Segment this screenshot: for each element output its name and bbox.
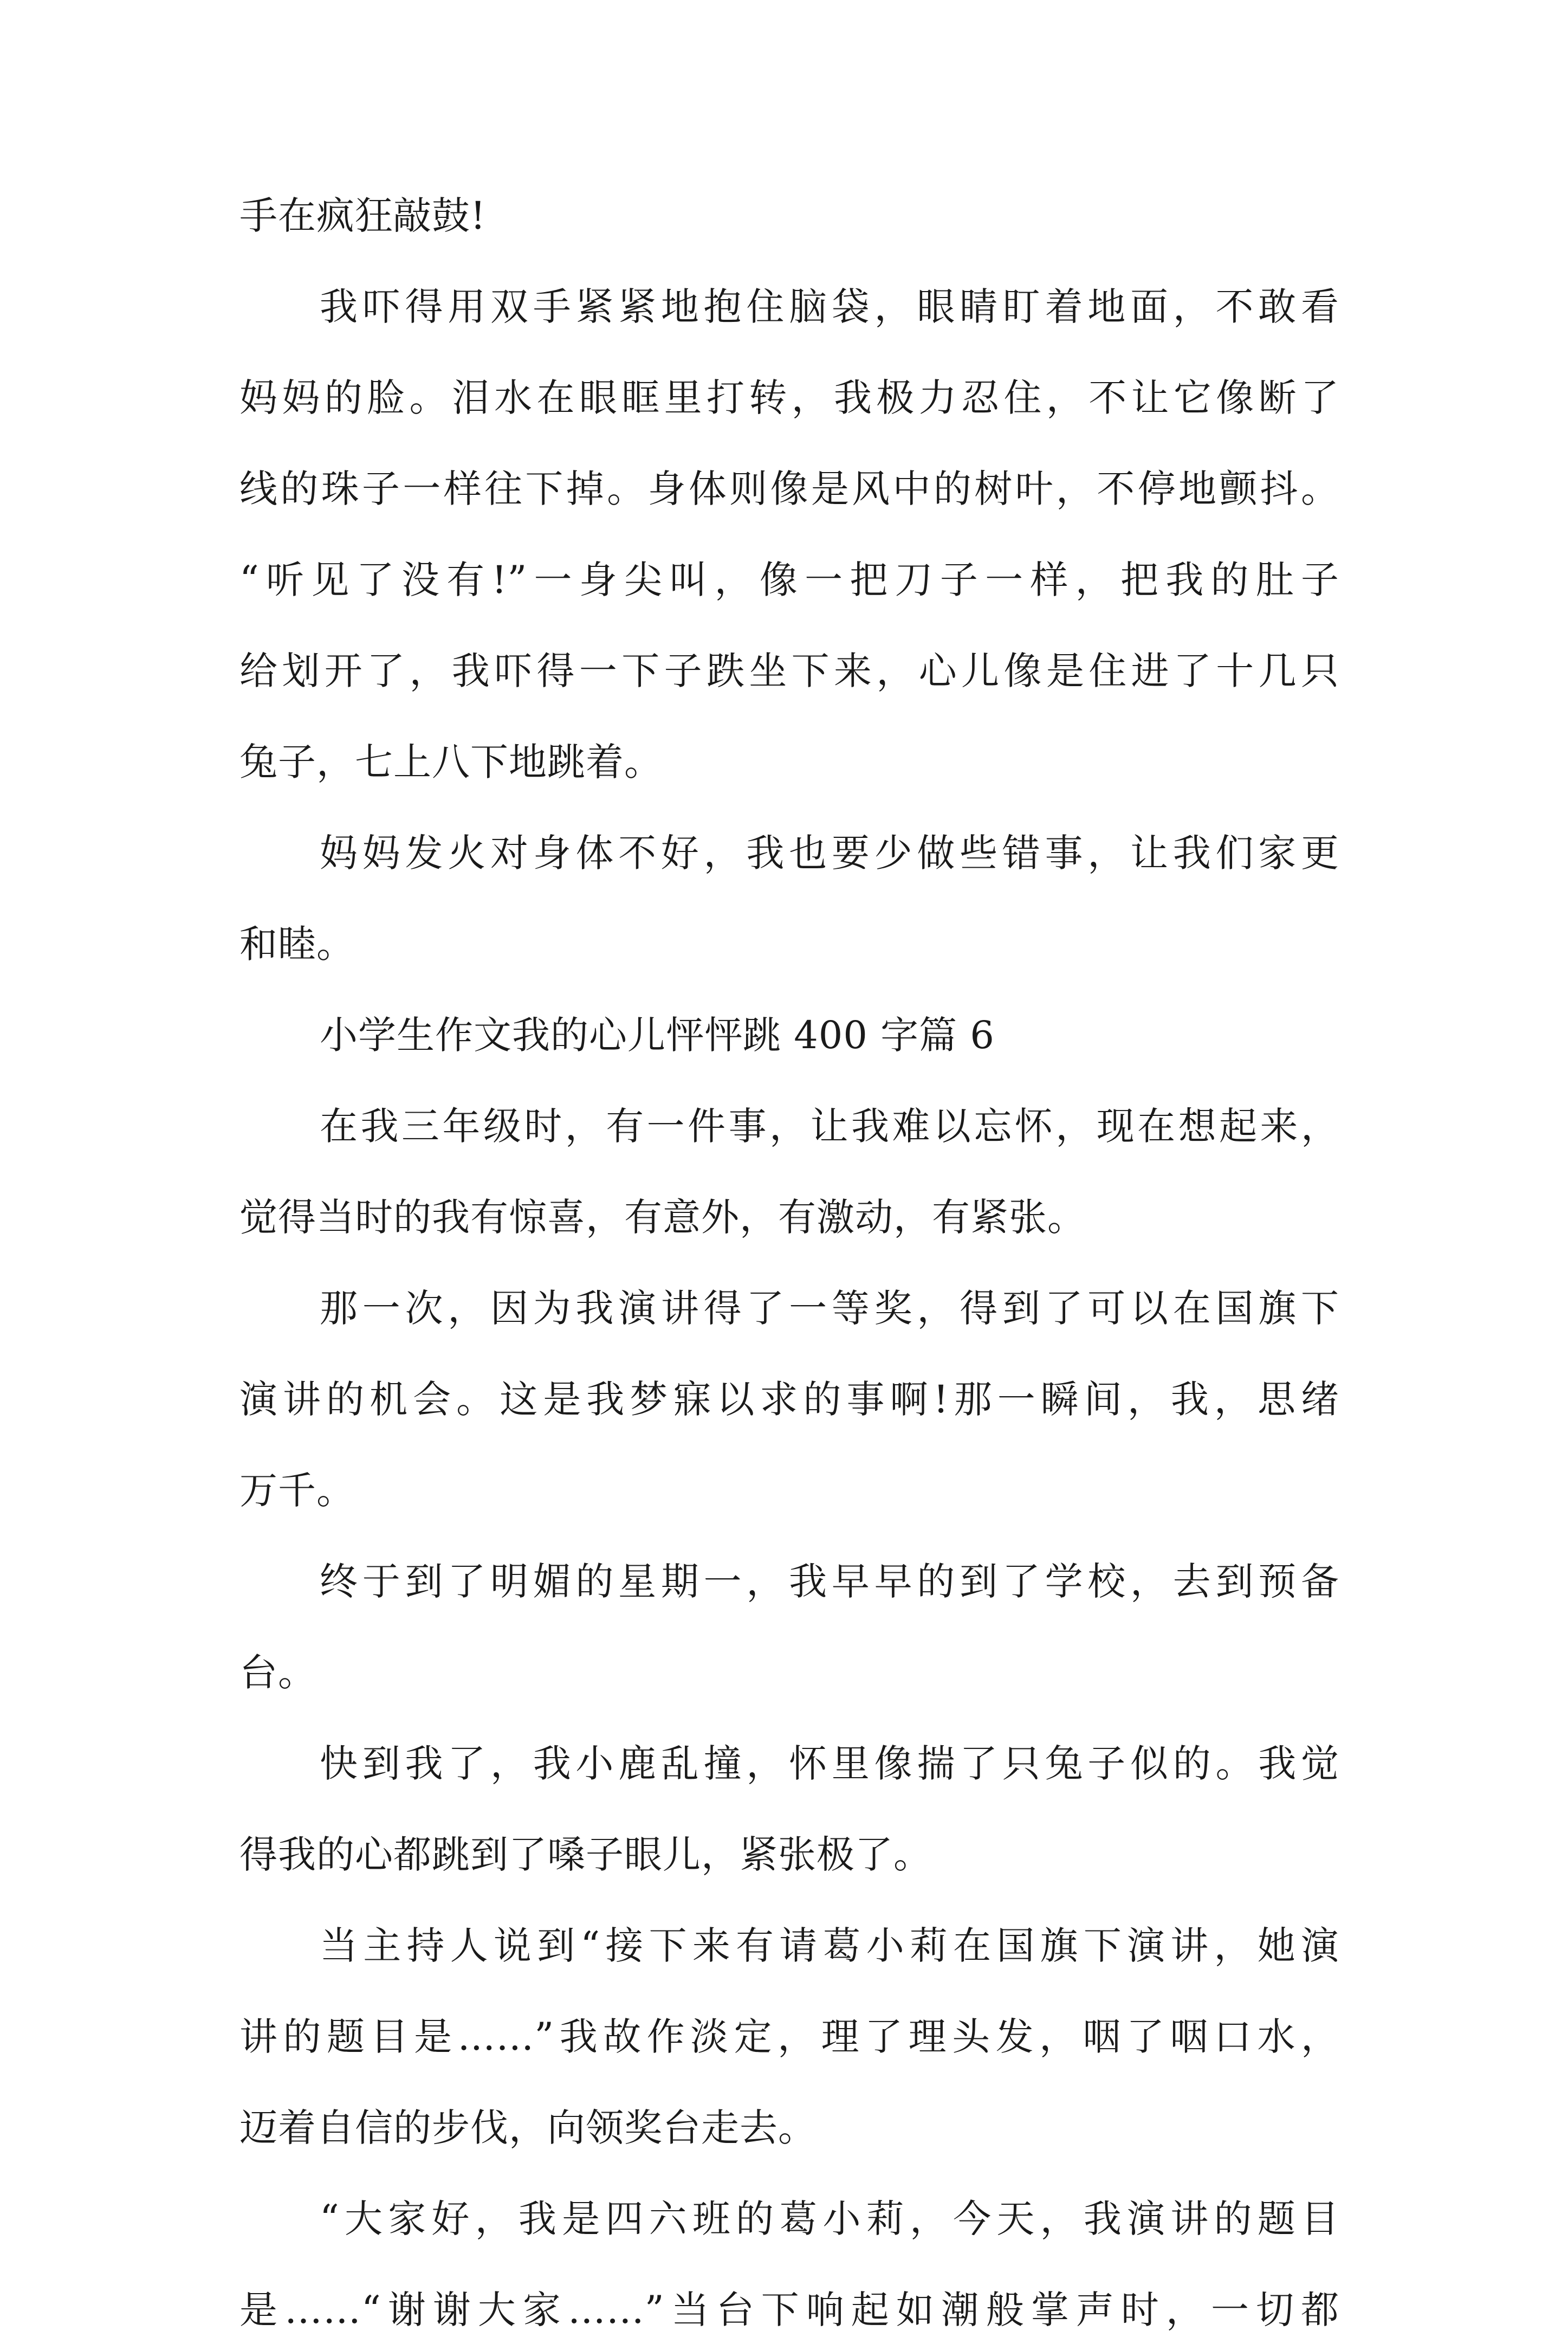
text-line: 讲的题目是……”我故作淡定，理了理头发，咽了咽口水，	[239, 2015, 1339, 2059]
text-line: 线的珠子一样往下掉。身体则像是风中的树叶，不停地颤抖。	[239, 467, 1339, 511]
text-line: 妈妈发火对身体不好，我也要少做些错事，让我们家更	[320, 831, 1339, 875]
text-line: 迈着自信的步伐，向领奖台走去。	[239, 2106, 817, 2150]
text-line: 台。	[239, 1650, 316, 1695]
text-line: 快到我了，我小鹿乱撞，怀里像揣了只兔子似的。我觉	[320, 1741, 1339, 1786]
text-line: 我吓得用双手紧紧地抱住脑袋，眼睛盯着地面，不敢看	[320, 285, 1339, 329]
text-line: 在我三年级时，有一件事，让我难以忘怀，现在想起来，	[320, 1104, 1339, 1148]
section-heading: 小学生作文我的心儿怦怦跳 400 字篇 6	[320, 1013, 995, 1057]
text-line: 演讲的机会。这是我梦寐以求的事啊!那一瞬间，我，思绪	[239, 1377, 1339, 1422]
text-line: 那一次，因为我演讲得了一等奖，得到了可以在国旗下	[320, 1286, 1339, 1331]
text-line: 当主持人说到“接下来有请葛小莉在国旗下演讲，她演	[320, 1923, 1339, 1968]
text-line: 是……“谢谢大家……”当台下响起如潮般掌声时，一切都	[239, 2288, 1339, 2332]
text-line: “大家好，我是四六班的葛小莉，今天，我演讲的题目	[320, 2197, 1339, 2241]
text-line: 终于到了明媚的星期一，我早早的到了学校，去到预备	[320, 1559, 1339, 1604]
text-line: 觉得当时的我有惊喜，有意外，有激动，有紧张。	[239, 1195, 1086, 1239]
text-line: 兔子，七上八下地跳着。	[239, 740, 663, 784]
text-line: 和睦。	[239, 922, 355, 966]
text-line: 给划开了，我吓得一下子跌坐下来，心儿像是住进了十几只	[239, 649, 1339, 693]
text-line: 妈妈的脸。泪水在眼眶里打转，我极力忍住，不让它像断了	[239, 376, 1339, 420]
text-line: 手在疯狂敲鼓!	[239, 193, 487, 238]
text-line: “听见了没有!”一身尖叫，像一把刀子一样，把我的肚子	[239, 558, 1339, 602]
text-line: 万千。	[239, 1468, 355, 1513]
text-line: 得我的心都跳到了嗓子眼儿，紧张极了。	[239, 1832, 932, 1877]
